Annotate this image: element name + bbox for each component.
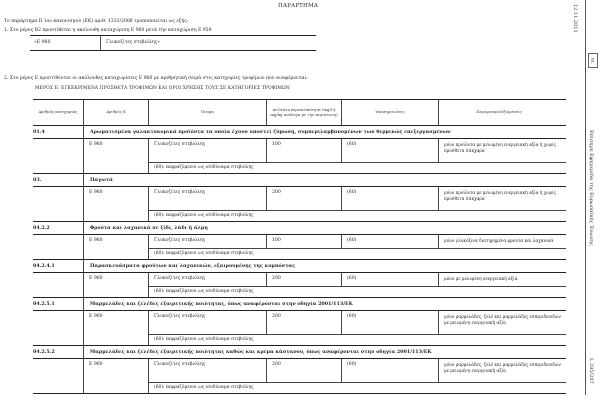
additive-details [148, 139, 568, 163]
additive-details [148, 311, 568, 335]
divider [266, 359, 267, 382]
margin-rule [585, 0, 586, 395]
additive-name: Γλυκοζίτες στεβιόλης [154, 362, 206, 367]
divider [83, 260, 84, 272]
restriction: μόνο γλυκόξινα διατηρημένα φρούτα και λαχανικά [444, 238, 554, 243]
divider [83, 346, 84, 358]
category-code: 04.2.5.1 [33, 301, 55, 307]
page-reference: L 295/207 [588, 358, 594, 384]
intro-paragraph: Το παράρτημα II του κανονισμού (ΕΚ) αριθ. 1333/2008 τροποποιείται ως εξής: [4, 19, 189, 24]
category-name: Αρωματισμένα γαλακτοκομικά προϊόντα τα οποία έχουν υποστεί ζύμωση, συμπεριλαμβανομένων των θερμικώς επεξεργασμένων [90, 129, 451, 135]
additive-name: Γλυκοζίτες στεβιόλης [154, 238, 206, 243]
max-level: 100 [272, 142, 281, 147]
divider [266, 139, 267, 162]
divider [148, 248, 149, 259]
footnote: (60) [347, 142, 357, 147]
header-restrictions: Περιορισμοί/εξαιρέσεις [476, 109, 522, 115]
divider [438, 235, 439, 248]
header-name: Όνομα [201, 109, 214, 115]
note-row [148, 334, 568, 345]
journal-name: Επίσημη Εφημερίδα της Ευρωπαϊκής Ένωσης [588, 130, 594, 246]
note-row [148, 286, 568, 297]
category-block [33, 346, 568, 394]
category-row [33, 260, 568, 273]
category-name: Φρούτα και λαχανικά σε ξίδι, λάδι ή άλμη [90, 225, 208, 231]
category-name: Μαρμελάδες και ζελέδες εξαιρετικής ποιότητας, όπως αναφέρονται στην οδηγία 2001/113/ΕΚ [90, 301, 353, 307]
footnote: (60) [347, 362, 357, 367]
publication-date: 12.11.2011 [572, 4, 578, 33]
footnote-note: (60): εκφραζόμενοι ως ισοδύναμα στεβιόλης [154, 385, 254, 390]
additive-details [148, 187, 568, 211]
note-row [148, 210, 568, 221]
divider [266, 311, 267, 334]
max-level: 200 [272, 276, 281, 281]
restriction: μόνο μαρμελάδες, ζελέ και μαρμελάδες εσπεριδοειδών με μειωμένη ενεργειακή αξία [444, 314, 561, 325]
divider [83, 126, 84, 138]
divider [148, 139, 149, 162]
e-number: Ε 960 [89, 276, 103, 281]
divider [148, 187, 149, 210]
divider [83, 311, 84, 345]
category-block [33, 260, 568, 298]
category-block [33, 298, 568, 346]
additive-row [33, 235, 568, 260]
divider [83, 273, 84, 297]
divider [438, 273, 439, 286]
divider [341, 139, 342, 162]
additive-row [33, 187, 568, 222]
category-row [33, 174, 568, 187]
footnote-note: (60): εκφραζόμενοι ως ισοδύναμα στεβιόλης [154, 289, 254, 294]
divider [341, 187, 342, 210]
journal-margin [566, 0, 610, 400]
category-block [33, 126, 568, 174]
e-number: Ε 960 [89, 362, 103, 367]
divider [148, 359, 149, 382]
divider [148, 334, 149, 345]
restriction: μόνο προϊόντα με μειωμένη ενεργειακή αξία ή χωρίς πρόσθετα σάκχαρα [444, 142, 557, 153]
footnote: (60) [347, 238, 357, 243]
additive-details [148, 359, 568, 383]
annex-title: ΠΑΡΑΡΤΗΜΑ [278, 3, 319, 9]
divider [266, 273, 267, 286]
note-row [148, 162, 568, 173]
footnote-note: (60): εκφραζόμενοι ως ισοδύναμα στεβιόλης [154, 251, 254, 256]
additive-row [33, 273, 568, 298]
category-row [33, 298, 568, 311]
header-e-number: Αριθμός Ε [106, 109, 126, 115]
restriction: μόνο προϊόντα με μειωμένη ενεργειακή αξία ή χωρίς πρόσθετα σάκχαρα [444, 190, 557, 201]
additive-name: Γλυκοζίτες στεβιόλης [154, 142, 206, 147]
item-2-text: 2. Στο μέρος Ε προστίθενται οι ακόλουθες καταχωρίσεις Ε 960 με αριθμητική σειρά στις κατηγορίες τροφίμων που αναφέρονται: [4, 76, 308, 81]
header-max-level: Ανώτατη περιεκτικότητα (mg/l ή mg/kg ανάλογα με την περίπτωση) [270, 106, 338, 117]
divider [83, 222, 84, 234]
divider [438, 139, 439, 162]
divider [83, 298, 84, 310]
divider [148, 273, 149, 286]
category-row [33, 346, 568, 359]
divider [341, 273, 342, 286]
category-row [33, 222, 568, 235]
footnote-note: (60): εκφραζόμενοι ως ισοδύναμα στεβιόλης [154, 165, 254, 170]
additive-row [33, 139, 568, 174]
category-block [33, 174, 568, 222]
max-level: 200 [272, 362, 281, 367]
divider [83, 359, 84, 393]
additive-details [148, 235, 568, 249]
divider [341, 235, 342, 248]
category-block [33, 222, 568, 260]
divider [83, 139, 84, 173]
e-number: Ε 960 [89, 142, 103, 147]
divider [148, 162, 149, 173]
restriction: μόνο με μειωμένη ενεργειακή αξία [444, 276, 518, 281]
category-code: 04.2.4.1 [33, 263, 55, 269]
additives-table [33, 99, 568, 394]
max-level: 200 [272, 314, 281, 319]
divider [341, 359, 342, 382]
divider [148, 210, 149, 221]
item-1-code: «Ε 960 [34, 40, 51, 45]
item-1-name: Γλυκοζίτες στεβιόλης» [106, 40, 161, 45]
divider [83, 235, 84, 259]
category-code: 01.4 [33, 129, 45, 135]
e-number: Ε 960 [89, 314, 103, 319]
header-footnotes: Υποσημειώσεις [375, 109, 405, 115]
divider [83, 187, 84, 221]
language-badge: EL [588, 53, 598, 68]
divider [148, 382, 149, 393]
category-name: Μαρμελάδες και ζελέδες εξαιρετικής ποιότητας καθώς και κρέμα κάστανου, όπως αναφέρονται στην οδηγία 2001/113/ΕΚ [90, 349, 432, 355]
note-row [148, 248, 568, 259]
max-level: 200 [272, 190, 281, 195]
footnote-note: (60): εκφραζόμενοι ως ισοδύναμα στεβιόλης [154, 337, 254, 342]
divider [266, 235, 267, 248]
footnote: (60) [347, 314, 357, 319]
category-code: 03. [33, 177, 42, 183]
table-header [33, 99, 568, 126]
additive-details [148, 273, 568, 287]
additive-row [33, 311, 568, 346]
max-level: 100 [272, 238, 281, 243]
divider [438, 187, 439, 210]
additive-name: Γλυκοζίτες στεβιόλης [154, 314, 206, 319]
footnote: (60) [347, 276, 357, 281]
note-row [148, 382, 568, 393]
divider [148, 286, 149, 297]
divider [148, 311, 149, 334]
category-row [33, 126, 568, 139]
footnote: (60) [347, 190, 357, 195]
divider [148, 235, 149, 248]
header-category-number: Αριθμός κατηγορίας [38, 109, 78, 115]
additive-name: Γλυκοζίτες στεβιόλης [154, 276, 206, 281]
category-name: Παγωτά [90, 177, 113, 183]
e-number: Ε 960 [89, 190, 103, 195]
category-name: Παρασκευάσματα φρούτων και λαχανικών, εξαιρουμένης της κομπόστας [90, 263, 296, 269]
divider [438, 359, 439, 382]
footnote-note: (60): εκφραζόμενοι ως ισοδύναμα στεβιόλης [154, 213, 254, 218]
divider [341, 311, 342, 334]
divider [83, 174, 84, 186]
category-code: 04.2.2 [33, 225, 50, 231]
part-heading: ΜΕΡΟΣ Ε: ΕΓΚΕΚΡΙΜΕΝΑ ΠΡΟΣΘΕΤΑ ΤΡΟΦΙΜΩΝ ΚΑΙ ΟΡΟΙ ΧΡΗΣΗΣ ΤΟΥΣ ΣΕ ΚΑΤΗΓΟΡΙΕΣ ΤΡΟΦΙΜΩΝ [35, 86, 290, 91]
divider [266, 187, 267, 210]
category-code: 04.2.5.2 [33, 349, 55, 355]
additive-row [33, 359, 568, 394]
restriction: μόνο μαρμελάδες, ζελέ και μαρμελάδες εσπεριδοειδών με μειωμένη ενεργειακή αξία [444, 362, 561, 373]
divider [438, 311, 439, 334]
item-1-text: 1. Στο μέρος Β2 προστίθεται η ακόλουθη καταχώριση Ε 960 μετά την καταχώριση Ε 959 [4, 28, 212, 33]
e-number: Ε 960 [89, 238, 103, 243]
divider [100, 36, 101, 50]
item-1-table [30, 35, 316, 51]
additive-name: Γλυκοζίτες στεβιόλης [154, 190, 206, 195]
